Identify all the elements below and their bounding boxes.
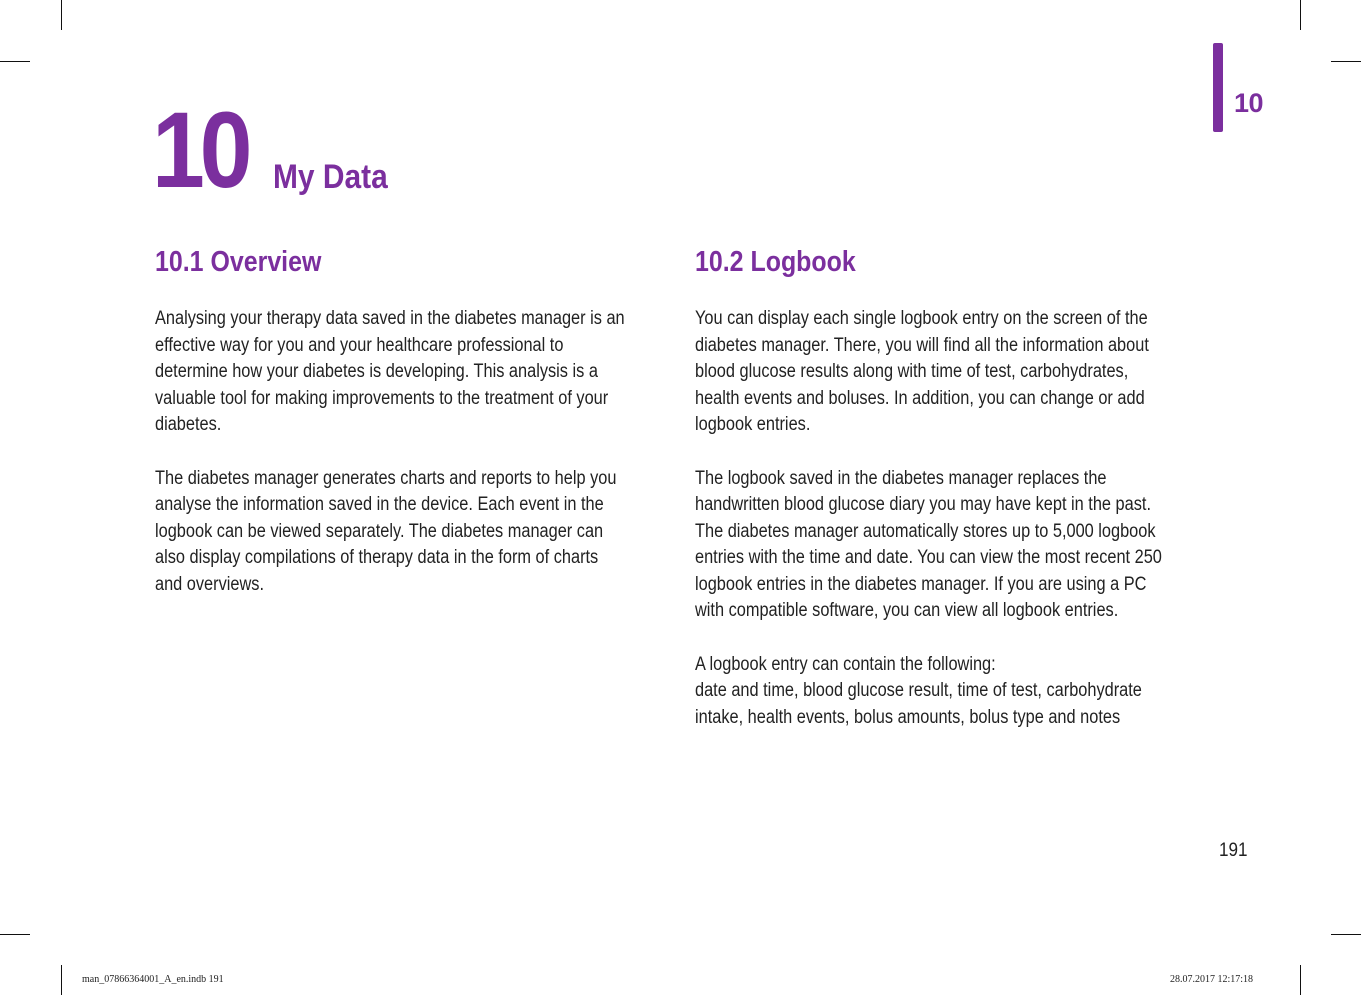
- text-line: analyse the information saved in the device. Each event in the: [155, 494, 604, 515]
- chapter-tab-number: 10: [1234, 88, 1264, 118]
- crop-mark-bottom-right-h: [1331, 934, 1361, 935]
- crop-mark-top-left-v: [61, 0, 62, 30]
- text-line: and overviews.: [155, 573, 264, 595]
- text-line: diabetes.: [155, 414, 222, 435]
- text-line: diabetes manager. There, you will find all the information about: [695, 334, 1149, 356]
- footer-timestamp: 28.07.2017 12:17:18: [1170, 974, 1254, 985]
- paragraph: [155, 306, 662, 439]
- text-line: The diabetes manager automatically stores up to 5,000 logbook: [695, 520, 1156, 542]
- text-line: intake, health events, bolus amounts, bolus type and notes: [695, 706, 1121, 728]
- text-line: date and time, blood glucose result, time of test, carbohydrate: [695, 680, 1142, 701]
- footer-file-slug: man_07866364001_A_en.indb 191: [82, 974, 224, 985]
- crop-mark-top-left-h: [0, 61, 30, 62]
- crop-mark-bottom-left-h: [0, 934, 30, 935]
- text-line: The diabetes manager generates charts and reports to help you: [155, 467, 617, 489]
- text-line: also display compilations of therapy data in the form of charts: [155, 547, 599, 568]
- crop-mark-bottom-right-v: [1300, 965, 1301, 995]
- section-heading: 10.1 Overview: [155, 246, 322, 278]
- text-line: with compatible software, you can view all logbook entries.: [695, 600, 1119, 621]
- text-line: valuable tool for making improvements to the treatment of your: [155, 387, 609, 409]
- text-line: blood glucose results along with time of test, carbohydrates,: [695, 361, 1129, 382]
- paragraph: [695, 652, 1202, 732]
- crop-mark-bottom-left-v: [61, 965, 62, 995]
- chapter-tab-bar: [1213, 43, 1223, 132]
- section-heading: 10.2 Logbook: [695, 246, 856, 278]
- paragraph: [695, 466, 1202, 625]
- text-line: You can display each single logbook entry on the screen of the: [695, 308, 1148, 329]
- text-line: logbook can be viewed separately. The diabetes manager can: [155, 520, 604, 542]
- text-line: determine how your diabetes is developing. This analysis is a: [155, 361, 598, 382]
- text-line: The logbook saved in the diabetes manager replaces the: [695, 467, 1107, 489]
- paragraph: [695, 306, 1202, 439]
- text-line: handwritten blood glucose diary you may have kept in the past.: [695, 494, 1151, 515]
- text-line: effective way for you and your healthcare professional to: [155, 334, 564, 356]
- crop-mark-top-right-h: [1331, 61, 1361, 62]
- text-line: health events and boluses. In addition, you can change or add: [695, 387, 1145, 409]
- chapter-title: My Data: [273, 158, 388, 196]
- paragraph: [155, 466, 662, 599]
- text-line: logbook entries.: [695, 414, 811, 435]
- text-line: entries with the time and date. You can view the most recent 250: [695, 547, 1162, 568]
- page-number: 191: [1219, 840, 1248, 861]
- section-overview: [155, 244, 665, 625]
- text-line: logbook entries in the diabetes manager. If you are using a PC: [695, 573, 1147, 595]
- chapter-number: 10: [152, 89, 248, 210]
- crop-mark-top-right-v: [1300, 0, 1301, 30]
- section-logbook: [695, 244, 1210, 758]
- text-line: A logbook entry can contain the following:: [695, 653, 996, 675]
- text-line: Analysing your therapy data saved in the diabetes manager is an: [155, 308, 625, 329]
